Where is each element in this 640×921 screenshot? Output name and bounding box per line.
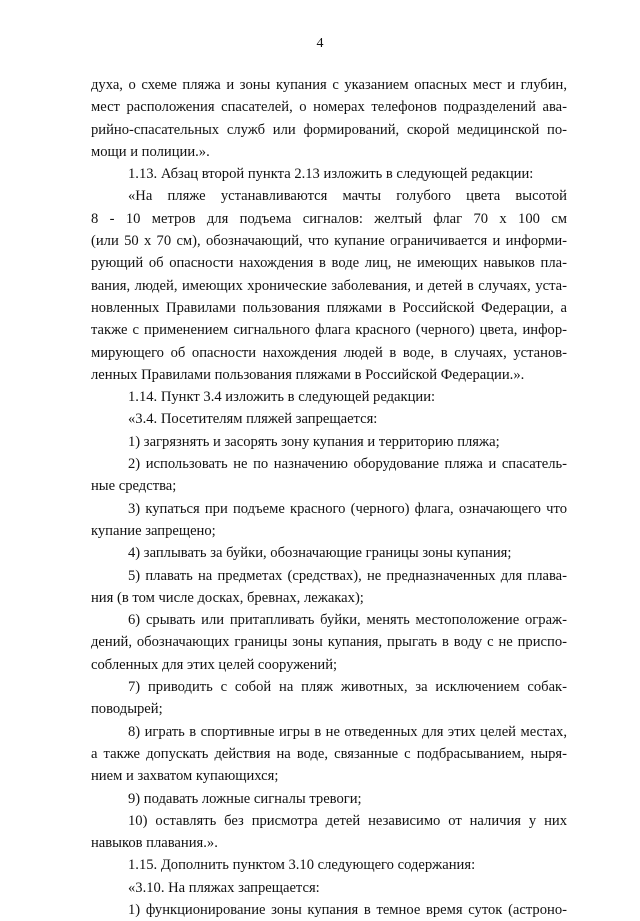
text-line: ния (в том числе досках, бревнах, лежаках); xyxy=(91,589,364,606)
text-line: рийно-спасательных служб или формирований, скорой медицинской по- xyxy=(91,121,567,138)
text-line: 5) плавать на предметах (средствах), не предназначенных для плава- xyxy=(128,567,567,584)
text-line: мест расположения спасателей, о номерах телефонов подразделений ава- xyxy=(91,99,567,116)
text-line: 8 - 10 метров для подъема сигналов: желтый флаг 70 х 100 см xyxy=(91,210,567,227)
text-line: ные средства; xyxy=(91,478,177,495)
text-line: (или 50 х 70 см), обозначающий, что купание ограничивается и информи- xyxy=(91,233,567,250)
text-line: 1.13. Абзац второй пункта 2.13 изложить в следующей редакции: xyxy=(128,166,534,183)
text-line: купание запрещено; xyxy=(91,522,216,539)
text-line: также с применением сигнального флага красного (черного) цвета, инфор- xyxy=(91,322,567,339)
text-line: духа, о схеме пляжа и зоны купания с указанием опасных мест и глубин, xyxy=(91,77,567,93)
text-line: дений, обозначающих границы зоны купания, прыгать в воду с не приспо- xyxy=(91,634,567,651)
text-line: 9) подавать ложные сигналы тревоги; xyxy=(128,790,362,807)
text-line: вания, людей, имеющих хронические заболевания, и детей в случаях, уста- xyxy=(91,277,567,294)
text-line: 10) оставлять без присмотра детей независимо от наличия у них xyxy=(128,812,567,829)
text-line: ленных Правилами пользования пляжами в Российской Федерации.». xyxy=(91,366,525,383)
text-line: 8) играть в спортивные игры в не отведенных для этих целей местах, xyxy=(128,723,567,740)
text-line: «3.10. На пляжах запрещается: xyxy=(128,879,320,896)
text-line: 6) срывать или притапливать буйки, менять местоположение ограж- xyxy=(128,612,567,629)
text-line: 1) функционирование зоны купания в темное время суток (астроно- xyxy=(128,901,567,918)
text-line: 2) использовать не по назначению оборудование пляжа и спасатель- xyxy=(128,456,567,473)
text-line: «3.4. Посетителям пляжей запрещается: xyxy=(128,411,378,428)
text-line: «На пляже устанавливаются мачты голубого цвета высотой xyxy=(128,188,567,205)
text-line: поводырей; xyxy=(91,701,163,718)
text-line: нием и захватом купающихся; xyxy=(91,768,279,785)
text-line: 7) приводить с собой на пляж животных, за исключением собак- xyxy=(128,679,567,696)
text-line: мощи и полиции.». xyxy=(91,143,210,160)
text-line: мирующего об опасности нахождения людей в воде, в случаях, установ- xyxy=(91,344,567,361)
document-body xyxy=(91,74,567,921)
text-line: 1.15. Дополнить пунктом 3.10 следующего содержания: xyxy=(128,857,476,874)
text-line: новленных Правилами пользования пляжами в Российской Федерации, а xyxy=(91,299,567,316)
text-line: рующий об опасности нахождения в воде лиц, не имеющих навыков пла- xyxy=(91,255,567,272)
text-line: навыков плавания.». xyxy=(91,835,218,852)
text-line: собленных для этих целей сооружений; xyxy=(91,656,338,673)
page-number: 4 xyxy=(316,36,324,51)
text-line: 3) купаться при подъеме красного (черного) флага, означающего что xyxy=(128,500,567,517)
text-line: 1) загрязнять и засорять зону купания и территорию пляжа; xyxy=(128,433,500,450)
text-line: 4) заплывать за буйки, обозначающие границы зоны купания; xyxy=(128,545,512,562)
text-line: 1.14. Пункт 3.4 изложить в следующей редакции: xyxy=(128,389,436,406)
text-line: а также допускать действия на воде, связанные с подбрасыванием, ныря- xyxy=(91,745,567,762)
